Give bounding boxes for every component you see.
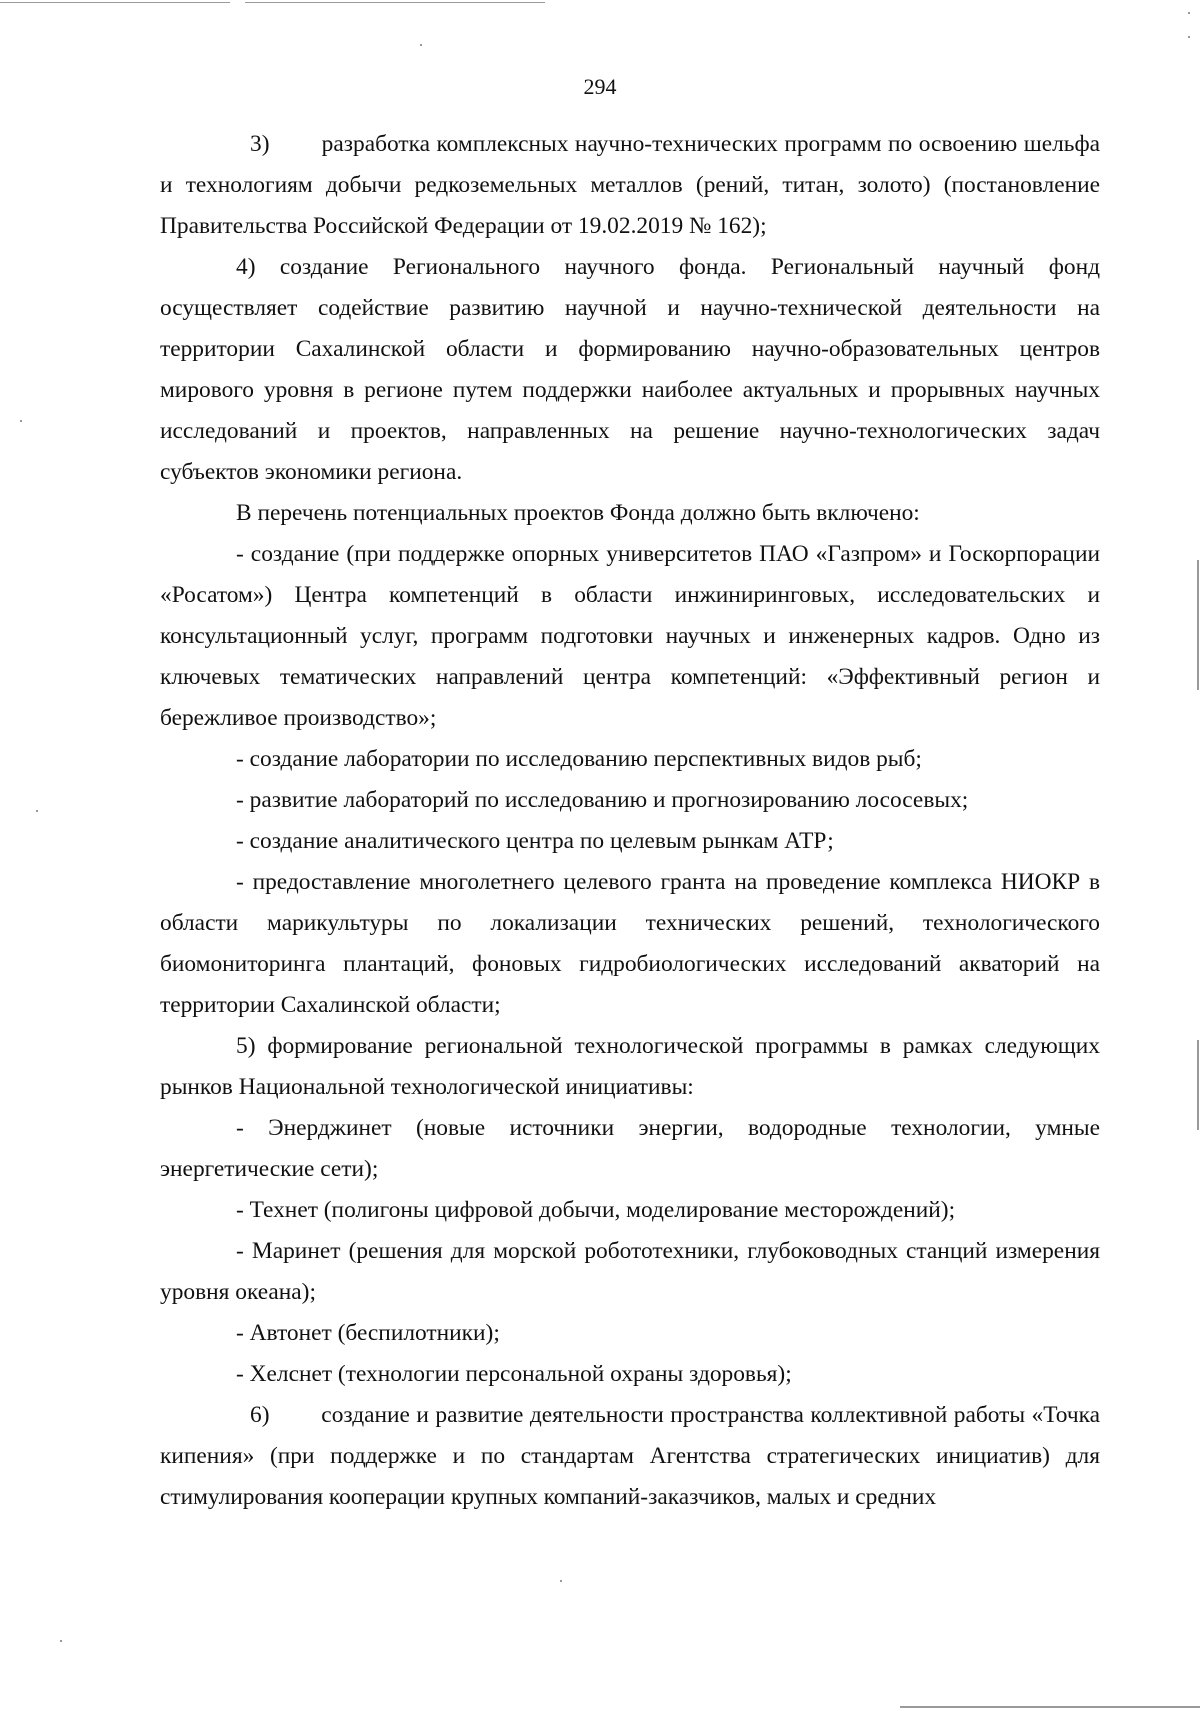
scan-edge-line-top xyxy=(0,2,230,3)
document-body xyxy=(160,124,1100,1518)
scan-edge-line-right xyxy=(1197,1040,1199,1130)
scan-edge-line-right xyxy=(1197,560,1199,690)
list-item-analytics-center: - создание аналитического центра по целевым рынкам АТР; xyxy=(236,828,834,854)
scan-speck xyxy=(20,420,22,422)
list-item-fish-lab: - создание лаборатории по исследованию перспективных видов рыб; xyxy=(236,746,922,772)
scan-speck xyxy=(1188,36,1190,38)
paragraph-item-4: 4) создание Регионального научного фонда. Региональный научный фонд осуществляет содействие развитию научной и научно-технической деятельности на территории Сахалинской области и формированию научно-образовательных центров мирового уровня в регионе путем поддержки наиболее актуальных и прорывных научных исследований и проектов, направленных на решение научно-технологических задач субъектов экономики региона. xyxy=(160,254,1100,485)
paragraph-projects-intro: В перечень потенциальных проектов Фонда должно быть включено: xyxy=(236,500,920,526)
list-item-competence-center: - создание (при поддержке опорных университетов ПАО «Газпром» и Госкорпорации «Росатом») Центра компетенций в области инжиниринговых, исследовательских и консультационный услуг, программ подготовки научных и инженерных кадров. Одно из ключевых тематических направлений центра компетенций: «Эффективный регион и бережливое производство»; xyxy=(160,541,1100,731)
list-item-autonet: - Автонет (беспилотники); xyxy=(236,1320,500,1346)
scan-speck xyxy=(420,44,422,46)
list-item-healthnet: - Хелснет (технологии персональной охраны здоровья); xyxy=(236,1361,792,1387)
scan-speck xyxy=(1188,12,1190,14)
page-number: 294 xyxy=(583,74,617,99)
list-item-salmon-labs: - развитие лабораторий по исследованию и прогнозированию лососевых; xyxy=(236,787,969,813)
scan-speck xyxy=(560,1580,562,1582)
list-item-mariculture-grant: - предоставление многолетнего целевого гранта на проведение комплекса НИОКР в области марикультуры по локализации технических решений, технологического биомониторинга плантаций, фоновых гидробиологических исследований акваторий на территории Сахалинской области; xyxy=(160,869,1100,1018)
paragraph-item-5: 5) формирование региональной технологической программы в рамках следующих рынков Национальной технологической инициативы: xyxy=(160,1033,1100,1100)
list-item-marinet: - Маринет (решения для морской робототехники, глубоководных станций измерения уровня океана); xyxy=(160,1238,1100,1305)
scan-edge-line-bottom xyxy=(900,1706,1200,1708)
list-item-technet: - Технет (полигоны цифровой добычи, моделирование месторождений); xyxy=(236,1197,956,1223)
scan-speck xyxy=(36,810,38,812)
scan-speck xyxy=(60,1640,62,1642)
paragraph-item-6: 6) создание и развитие деятельности пространства коллективной работы «Точка кипения» (при поддержке и по стандартам Агентства стратегических инициатив) для стимулирования кооперации крупных компаний-заказчиков, малых и средних xyxy=(160,1402,1100,1510)
scan-edge-line-top xyxy=(245,2,545,3)
paragraph-item-3: 3) разработка комплексных научно-технических программ по освоению шельфа и технологиям добычи редкоземельных металлов (рений, титан, золото) (постановление Правительства Российской Федерации от 19.02.2019 № 162); xyxy=(160,131,1100,239)
list-item-energynet: - Энерджинет (новые источники энергии, водородные технологии, умные энергетические сети); xyxy=(160,1115,1100,1182)
